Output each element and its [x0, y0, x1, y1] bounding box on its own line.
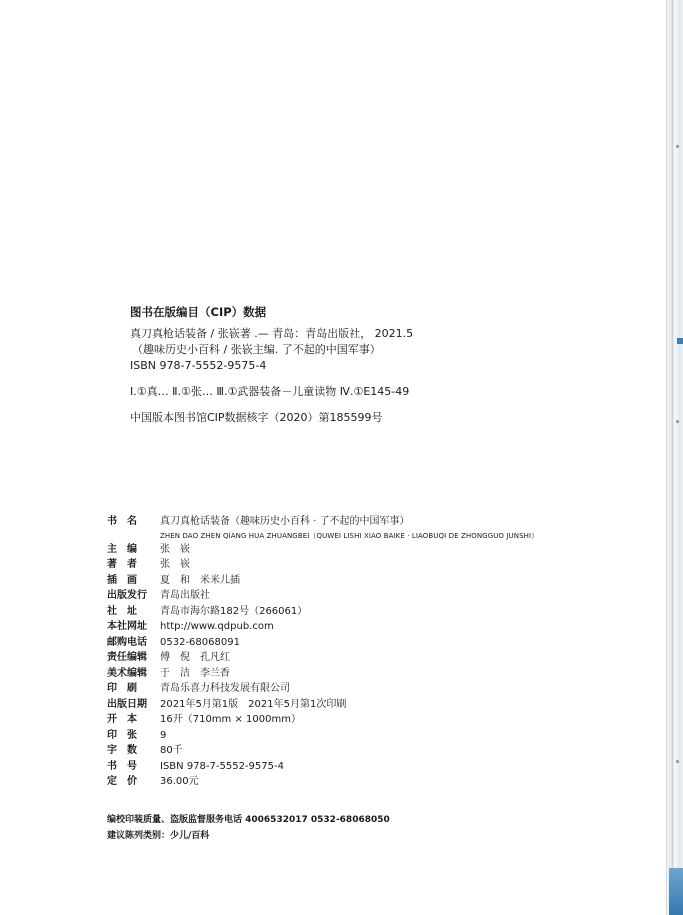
colophon-key: 印 刷 — [107, 683, 137, 694]
colophon-value: 0532-68068091 — [160, 636, 240, 648]
colophon-row — [107, 743, 538, 759]
cip-heading: 图书在版编目（CIP）数据 — [130, 305, 267, 319]
cip-line: （趣味历史小百科 / 张嵚主编. 了不起的中国军事） — [132, 343, 381, 356]
colophon-key: 书 号 — [107, 760, 137, 772]
colophon-value: http://www.qdpub.com — [160, 621, 274, 632]
colophon-row — [107, 681, 538, 697]
colophon-row — [107, 619, 538, 635]
edge-color-mark — [677, 338, 683, 344]
colophon-key: 著 者 — [107, 559, 137, 570]
colophon-key: 出版日期 — [107, 698, 147, 710]
colophon-value: 张 嵚 — [160, 559, 190, 570]
colophon-key: 本社网址 — [107, 621, 147, 632]
shelving-category: 建议陈列类别：少儿/百科 — [107, 831, 210, 841]
edge-dot — [676, 145, 679, 148]
quality-hotline: 编校印装质量、盗版监督服务电话 4006532017 0532-68068050 — [107, 815, 390, 825]
colophon-value: 16开（710mm × 1000mm） — [160, 714, 301, 725]
title-pinyin: ZHEN DAO ZHEN QIANG HUA ZHUANGBEI（QUWEI LISHI XIAO BAIKE · LIAOBUQI DE ZHONGGUO JUNSHI） — [160, 531, 539, 540]
colophon-value: 2021年5月第1版 2021年5月第1次印刷 — [160, 698, 347, 710]
colophon-row — [107, 557, 538, 573]
cip-block — [130, 304, 413, 426]
colophon-key: 邮购电话 — [107, 636, 147, 648]
colophon-row — [107, 650, 538, 666]
colophon — [107, 514, 538, 790]
edge-dot — [676, 420, 679, 423]
colophon-row — [107, 666, 538, 682]
colophon-row — [107, 759, 538, 775]
cip-line: ISBN 978-7-5552-9575-4 — [130, 359, 267, 372]
colophon-value: 36.00元 — [160, 776, 199, 787]
colophon-value: 傅 倪 孔凡红 — [160, 652, 230, 663]
colophon-value: 青岛乐喜力科技发展有限公司 — [160, 683, 290, 694]
colophon-row — [107, 573, 538, 589]
edge-dot — [676, 760, 679, 763]
colophon-key: 责任编辑 — [107, 652, 147, 663]
colophon-key: 开 本 — [107, 714, 137, 725]
colophon-key: 插 画 — [107, 574, 137, 586]
colophon-value: 青岛市海尔路182号（266061） — [160, 605, 308, 617]
colophon-key: 主 编 — [107, 543, 137, 555]
colophon-row — [107, 697, 538, 713]
colophon-key: 社 址 — [107, 605, 137, 617]
colophon-row — [107, 542, 538, 558]
colophon-row — [107, 712, 538, 728]
colophon-value: 于 洁 李兰香 — [160, 667, 230, 679]
footer-notes — [107, 812, 390, 844]
colophon-value: 张 嵚 — [160, 543, 190, 555]
colophon-key: 出版发行 — [107, 590, 147, 601]
cip-record: 中国版本图书馆CIP数据核字（2020）第185599号 — [130, 411, 383, 424]
colophon-value: ISBN 978-7-5552-9575-4 — [160, 760, 284, 772]
colophon-value: 青岛出版社 — [160, 590, 210, 601]
cip-classification: Ⅰ.①真… Ⅱ.①张… Ⅲ.①武器装备－儿童读物 Ⅳ.①E145-49 — [130, 385, 410, 398]
colophon-value: 真刀真枪话装备（趣味历史小百科 · 了不起的中国军事） — [160, 516, 410, 527]
colophon-value: 9 — [160, 729, 167, 741]
colophon-key: 字 数 — [107, 745, 137, 756]
edge-color-band — [669, 868, 683, 915]
colophon-key: 定 价 — [107, 776, 137, 787]
colophon-row — [107, 774, 538, 790]
colophon-row — [107, 635, 538, 651]
colophon-key: 美术编辑 — [107, 667, 147, 679]
colophon-value: 夏 和 米米儿插 — [160, 574, 240, 586]
edge-rule — [672, 0, 673, 915]
colophon-row — [107, 588, 538, 604]
colophon-row — [107, 604, 538, 620]
page-edge — [666, 0, 683, 915]
colophon-key: 书 名 — [107, 516, 137, 527]
colophon-row — [107, 728, 538, 744]
colophon-row-title — [107, 514, 538, 530]
colophon-key: 印 张 — [107, 729, 137, 741]
colophon-value: 80千 — [160, 745, 183, 756]
cip-line: 真刀真枪话装备 / 张嵚著 .— 青岛：青岛出版社， 2021.5 — [130, 327, 414, 340]
